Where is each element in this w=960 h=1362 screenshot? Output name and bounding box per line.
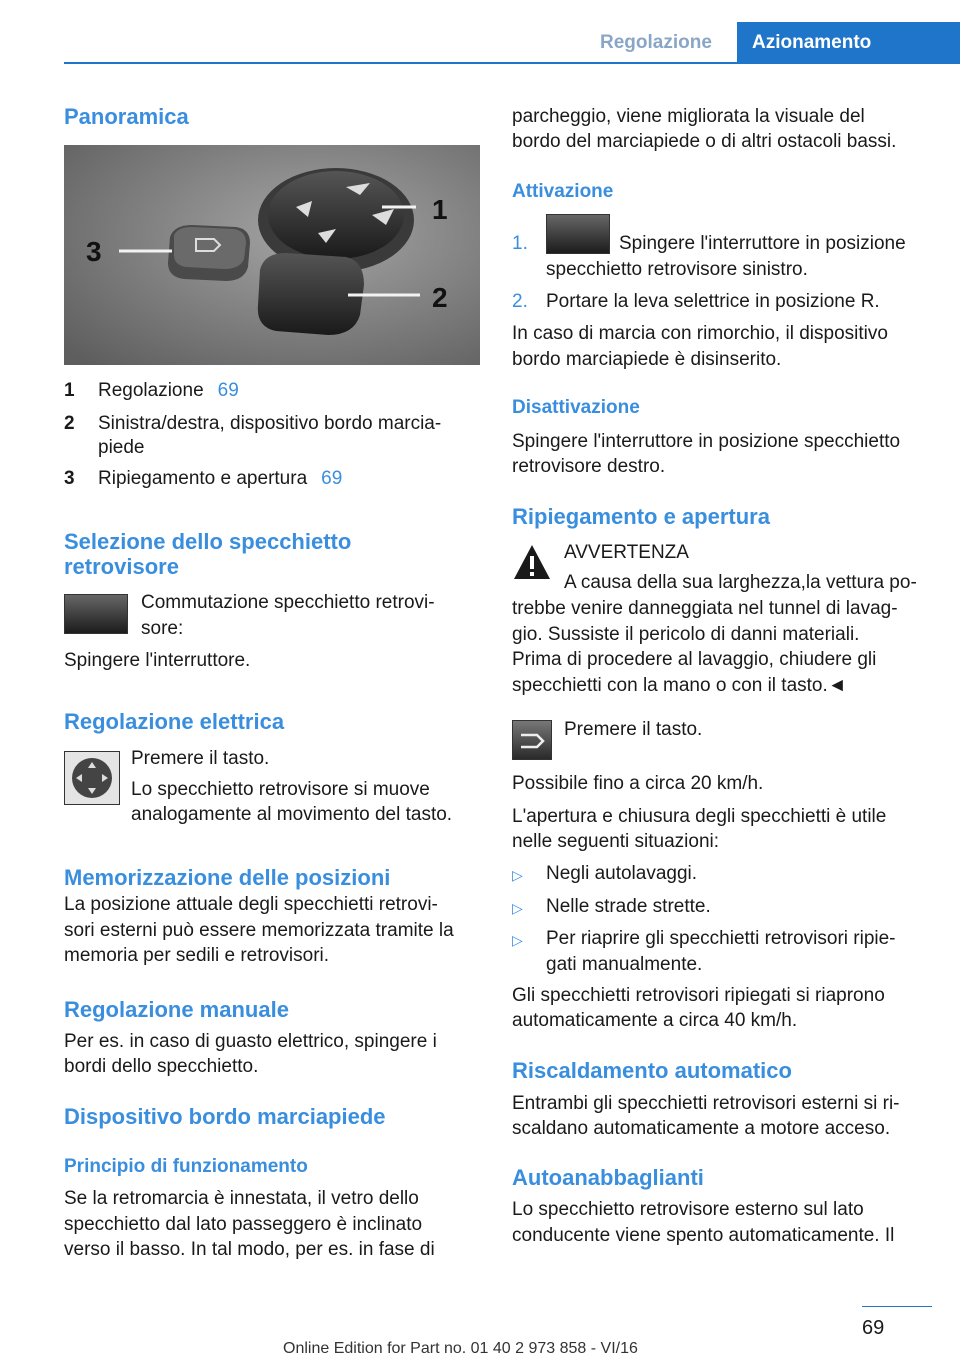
manual-text-1: Per es. in caso di guasto elettrico, spingere i: [64, 1031, 437, 1052]
mirror-controls-photo: [64, 145, 480, 365]
joystick-icon: [64, 751, 120, 805]
heating-text-1: Entrambi gli specchietti retrovisori esterni si ri‐: [512, 1093, 900, 1114]
legend-text-2b: piede: [98, 437, 145, 458]
curb-heading: Dispositivo bordo marciapiede: [64, 1104, 386, 1129]
selection-heading-1: Selezione dello specchietto: [64, 529, 352, 554]
curb-cont-1: parcheggio, viene migliorata la visuale del: [512, 106, 865, 127]
legend-num-3: 3: [64, 468, 75, 489]
header-active-tab[interactable]: Azionamento: [737, 22, 960, 64]
joystick-icon-graphic: [65, 752, 119, 804]
warning-text-3: gio. Sussiste il pericolo di danni materiali.: [512, 624, 860, 645]
legend-num-1: 1: [64, 380, 75, 401]
trailer-text-1: In caso di marcia con rimorchio, il dispositivo: [512, 323, 888, 344]
speed-text: Possibile fino a circa 20 km/h.: [512, 773, 764, 794]
selection-text-3: Spingere l'interruttore.: [64, 650, 251, 671]
deactivation-text-1: Spingere l'interruttore in posizione specchietto: [512, 431, 901, 452]
mirror-switch-icon-step: [546, 214, 610, 254]
curb-text-1: Se la retromarcia è innestata, il vetro dello: [64, 1188, 419, 1209]
legend-item-3: [98, 466, 342, 492]
warning-title: AVVERTENZA: [564, 542, 689, 563]
overview-heading: Panoramica: [64, 104, 189, 129]
step-text-1b: specchietto retrovisore sinistro.: [546, 259, 808, 280]
memory-heading: Memorizzazione delle posizioni: [64, 865, 391, 890]
bullet-text-3a: Per riaprire gli specchietti retrovisori ripie‐: [546, 928, 896, 949]
manual-heading: Regolazione manuale: [64, 997, 289, 1022]
bullet-text-2: Nelle strade strette.: [546, 896, 711, 917]
warning-text-5: specchietti con la mano o con il tasto.◄: [512, 675, 847, 696]
deactivation-heading: Disattivazione: [512, 397, 640, 418]
useful-text-2: nelle seguenti situazioni:: [512, 831, 720, 852]
manual-text-2: bordi dello specchietto.: [64, 1056, 259, 1077]
electric-text-1: Premere il tasto.: [131, 748, 270, 769]
heating-text-2: scaldano automaticamente a motore acceso.: [512, 1118, 891, 1139]
legend-ref-1[interactable]: 69: [217, 380, 239, 401]
header-section[interactable]: Regolazione: [600, 32, 712, 53]
press-text: Premere il tasto.: [564, 719, 703, 740]
legend-item-1: [98, 378, 239, 404]
step-num-1: 1.: [512, 233, 528, 254]
mirror-controls-illustration: [64, 145, 480, 365]
dimming-text-2: conducente viene spento automaticamente. Il: [512, 1225, 895, 1246]
fold-heading: Ripiegamento e apertura: [512, 504, 770, 529]
curb-text-2: specchietto dal lato passeggero è inclinato: [64, 1214, 423, 1235]
electric-heading: Regolazione elettrica: [64, 709, 285, 734]
warning-icon: [512, 542, 552, 582]
legend-text-3: Ripiegamento e apertura: [98, 468, 308, 489]
footer-rule: [862, 1306, 932, 1307]
legend-ref-3[interactable]: 69: [321, 468, 343, 489]
warning-text-2: trebbe venire danneggiata nel tunnel di lavag‐: [512, 598, 898, 619]
memory-text-3: memoria per sedili e retrovisori.: [64, 945, 330, 966]
bullet-text-3b: gati manualmente.: [546, 954, 703, 975]
trailer-text-2: bordo marciapiede è disinserito.: [512, 349, 782, 370]
step-text-2: Portare la leva selettrice in posizione R.: [546, 291, 880, 312]
dimming-heading: Autoanabbaglianti: [512, 1165, 704, 1190]
memory-text-1: La posizione attuale degli specchietti retrovi‐: [64, 894, 438, 915]
callout-3: 3: [86, 236, 102, 267]
legend-text-1: Regolazione: [98, 380, 204, 401]
bullet-marker-3: ▷: [512, 932, 523, 948]
memory-text-2: sori esterni può essere memorizzata tramite la: [64, 920, 454, 941]
legend-text-2a: Sinistra/destra, dispositivo bordo marcia‐: [98, 413, 442, 434]
warning-text-1: A causa della sua larghezza,la vettura po‐: [564, 572, 917, 593]
deactivation-text-2: retrovisore destro.: [512, 456, 666, 477]
electric-text-3: analogamente al movimento del tasto.: [131, 804, 453, 825]
useful-text-1: L'apertura e chiusura degli specchietti è utile: [512, 806, 887, 827]
selection-text-2: sore:: [141, 618, 184, 639]
curb-cont-2: bordo del marciapiede o di altri ostacoli bassi.: [512, 131, 897, 152]
callout-2: 2: [432, 282, 448, 313]
selection-text-1: Commutazione specchietto retrovi‐: [141, 592, 435, 613]
selection-heading-2: retrovisore: [64, 554, 179, 579]
reopen-text-1: Gli specchietti retrovisori ripiegati si riaprono: [512, 985, 885, 1006]
bullet-text-1: Negli autolavaggi.: [546, 863, 698, 884]
bullet-marker-1: ▷: [512, 867, 523, 883]
mirror-switch-icon: [64, 594, 128, 634]
step-text-1a: Spingere l'interruttore in posizione: [619, 233, 906, 254]
step-num-2: 2.: [512, 291, 528, 312]
edition-footer: Online Edition for Part no. 01 40 2 973 858 - VI/16: [283, 1340, 638, 1357]
curb-subheading: Principio di funzionamento: [64, 1156, 308, 1177]
callout-1: 1: [432, 194, 448, 225]
fold-button-icon: [512, 720, 552, 760]
page-number: 69: [862, 1317, 885, 1339]
legend-num-2: 2: [64, 413, 75, 434]
dimming-text-1: Lo specchietto retrovisore esterno sul lato: [512, 1199, 864, 1220]
curb-text-3: verso il basso. In tal modo, per es. in fase di: [64, 1239, 435, 1260]
warning-text-4: Prima di procedere al lavaggio, chiudere gli: [512, 649, 877, 670]
reopen-text-2: automaticamente a circa 40 km/h.: [512, 1010, 798, 1031]
heating-heading: Riscaldamento automatico: [512, 1058, 792, 1083]
activation-heading: Attivazione: [512, 181, 614, 202]
bullet-marker-2: ▷: [512, 900, 523, 916]
electric-text-2: Lo specchietto retrovisore si muove: [131, 779, 430, 800]
